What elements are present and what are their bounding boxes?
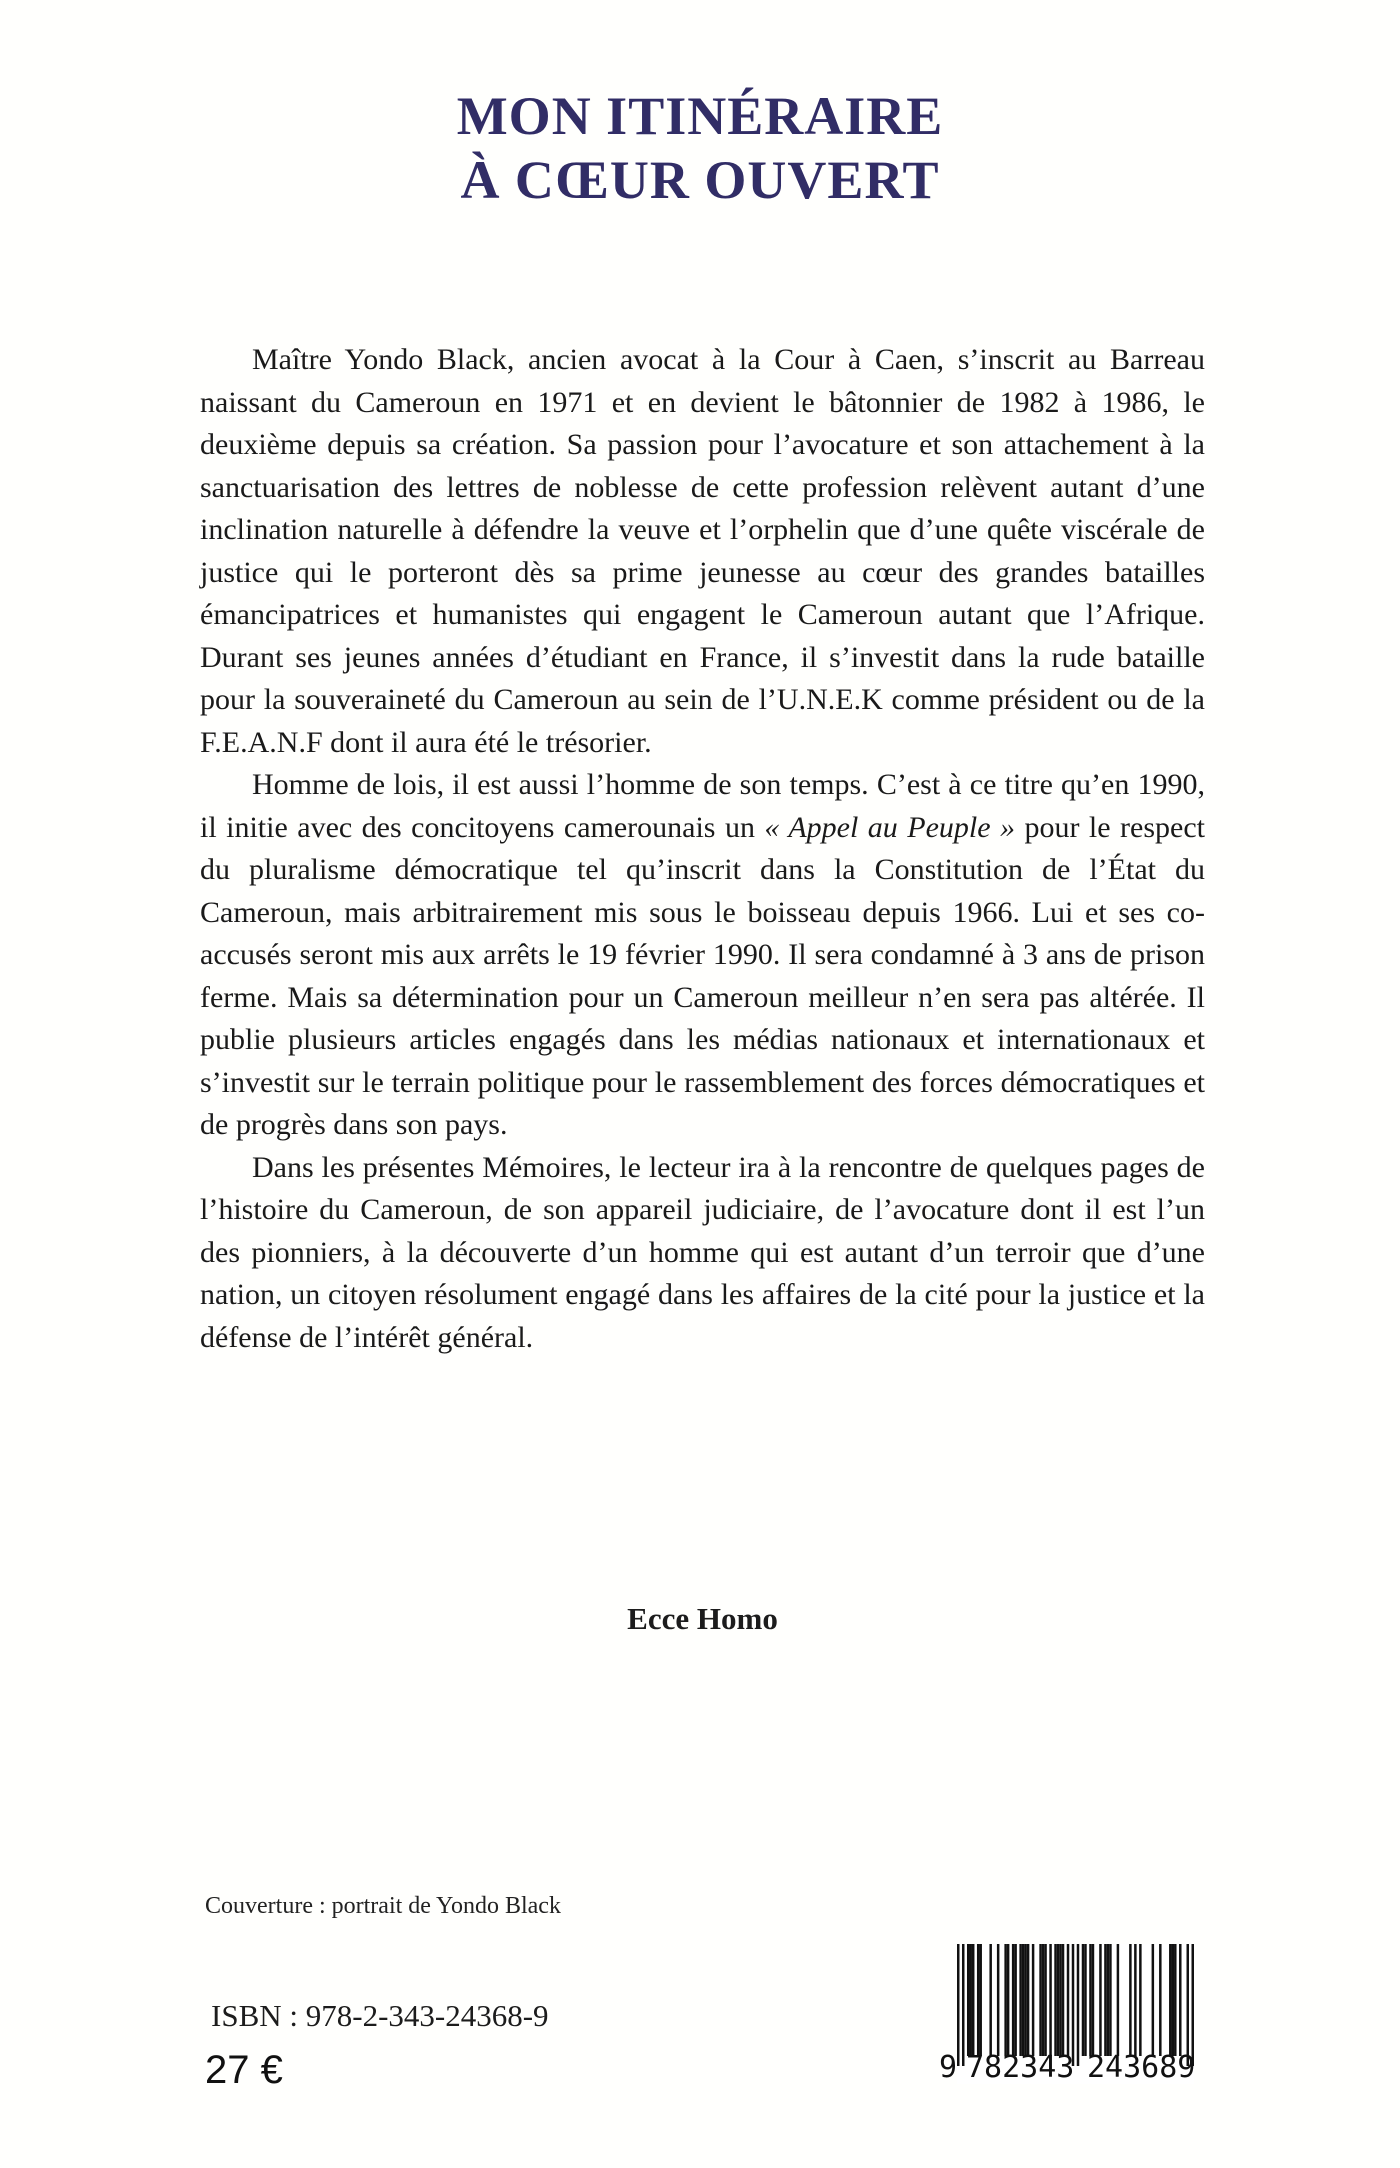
barcode-bars [957, 1944, 1194, 2066]
barcode-digits-left-group: 782343 [966, 2050, 1075, 2085]
book-title [0, 84, 1400, 212]
blurb-paragraph-3: Dans les présentes Mémoires, le lecteur ira à la rencontre de quelques pages de l’histoire du Cameroun, de son appareil judiciaire, de l’avocature dont il est l’un des pionniers, à la découverte d’un homme qui est autant d’un terroir que d’une nation, un citoyen résolument engagé dans les affaires de la cité pour la justice et la défense de l’intérêt général. [200, 1150, 1205, 1354]
blurb-paragraph-2-text: Homme de lois, il est aussi l’homme de son temps. C’est à ce titre qu’en 1990, il initie avec des concitoyens camerounais un [200, 768, 1205, 844]
cover-photo-credit: Couverture : portrait de Yondo Black [205, 1893, 561, 1919]
price-label: 27 € [205, 2048, 283, 2092]
book-title-line2: À CŒUR OUVERT [460, 150, 940, 210]
barcode-digit-first: 9 [939, 2050, 958, 2085]
blurb-paragraph-2 [200, 764, 1205, 1147]
blurb-italic-phrase: « Appel au Peuple » [764, 810, 1016, 844]
ean13-barcode [939, 1944, 1196, 2085]
isbn-line: ISBN : 978-2-343-24368-9 [211, 1998, 549, 2033]
blurb-paragraph-1: Maître Yondo Black, ancien avocat à la Cour à Caen, s’inscrit au Barreau naissant du Cameroun en 1971 et en devient le bâtonnier de 1982 à 1986, le deuxième depuis sa création. Sa passion pour l’avocature et son attachement à la sanctuarisation des lettres de noblesse de cette profession relèvent autant d’une inclination naturelle à défendre la veuve et l’orphelin que d’une quête viscérale de justice qui le porteront dès sa prime jeunesse au cœur des grandes batailles émancipatrices et humanistes qui engagent le Cameroun autant que l’Afrique. Durant ses jeunes années d’étudiant en France, il s’investit dans la rude bataille pour la souveraineté du Cameroun au sein de l’U.N.E.K comme président ou de la F.E.A.N.F dont il aura été le trésorier. [200, 343, 1205, 759]
book-title-line1: MON ITINÉRAIRE [456, 86, 944, 146]
barcode-digits-right-group: 243689 [1087, 2050, 1196, 2085]
blurb-paragraph-2-text-after: pour le respect du pluralisme démocratique tel qu’inscrit dans la Constitution de l’État du Cameroun, mais arbitrairement mis sous le boisseau depuis 1966. Lui et ses co-accusés seront mis aux arrêts le 19 février 1990. Il sera condamné à 3 ans de prison ferme. Mais sa détermination pour un Cameroun meilleur n’en sera pas altérée. Il publie plusieurs articles engagés dans les médias nationaux et internationaux et s’investit sur le terrain politique pour le rassemblement des forces démocratiques et de progrès dans son pays. [200, 810, 1205, 1141]
author-signature: Ecce Homo [627, 1601, 778, 1636]
back-cover-blurb [200, 339, 1205, 1359]
